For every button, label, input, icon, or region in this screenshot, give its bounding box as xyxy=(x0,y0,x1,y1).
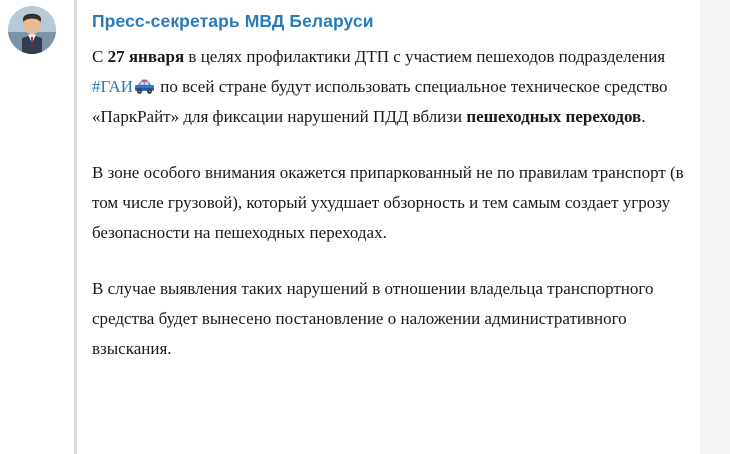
post-author: Пресс-секретарь МВД Беларуси xyxy=(92,11,374,31)
police-car-emoji xyxy=(134,79,155,95)
emphasis-text: 27 января xyxy=(107,47,185,66)
paragraph-1 xyxy=(92,42,688,132)
avatar[interactable] xyxy=(8,6,56,54)
post-content xyxy=(92,10,688,364)
paragraph-3 xyxy=(92,274,688,364)
quote-accent-bar xyxy=(74,0,77,454)
right-gutter xyxy=(700,0,730,454)
paragraph-text: С xyxy=(92,47,108,66)
hashtag-link[interactable]: #ГАИ xyxy=(92,77,134,96)
paragraph-text: В случае выявления таких нарушений в отношении владельца транспортного средства будет вынесено постановление о наложении административного взыскания. xyxy=(92,279,654,358)
emphasis-text: пешеходных переходов xyxy=(466,107,642,126)
paragraph-text: В зоне особого внимания окажется припаркованный не по правилам транспорт (в том числе грузовой), который ухудшает обзорность и тем самым создает угрозу безопасности на пешеходных переходах. xyxy=(92,163,684,242)
post-body xyxy=(92,42,688,364)
paragraph-text: в целях профилактики ДТП с участием пешеходов подразделения xyxy=(184,47,666,66)
paragraph-text: . xyxy=(641,107,646,126)
paragraph-2 xyxy=(92,158,688,248)
person-avatar-icon xyxy=(8,6,56,54)
paragraph-text: по всей стране будут использовать специальное техническое средство «ПаркРайт» для фиксации нарушений ПДД вблизи xyxy=(92,77,668,126)
